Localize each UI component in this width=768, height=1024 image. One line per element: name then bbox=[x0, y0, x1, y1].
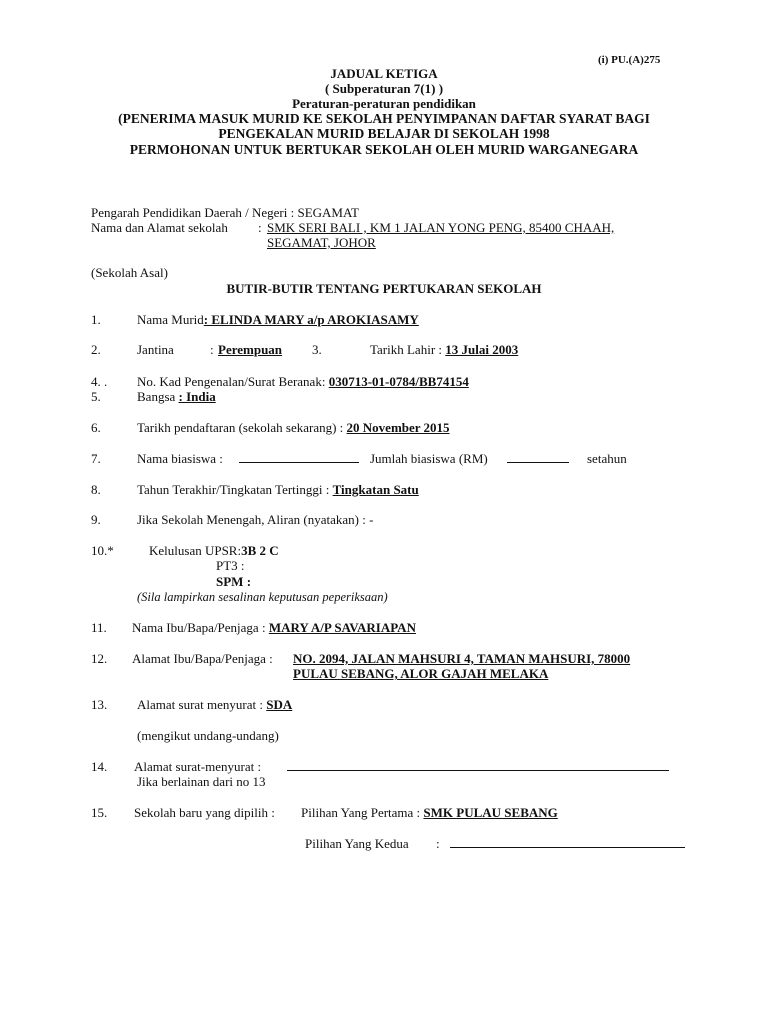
parent-address-line-2: PULAU SEBANG, ALOR GAJAH MELAKA bbox=[293, 666, 549, 681]
parent-address-line-1: NO. 2094, JALAN MAHSURI 4, TAMAN MAHSURI, 78000 bbox=[293, 651, 631, 666]
attach-results-note: (Sila lampirkan sesalinan keputusan peperiksaan) bbox=[137, 590, 388, 604]
gender-label: Jantina bbox=[137, 342, 174, 357]
ic-label: No. Kad Pengenalan/Surat Beranak: bbox=[137, 374, 326, 389]
new-school-label: Sekolah baru yang dipilih : bbox=[134, 805, 275, 820]
scholarship-amount-blank bbox=[507, 451, 569, 463]
director-label: Pengarah Pendidikan Daerah / Negeri bbox=[91, 205, 288, 220]
pt3-label: PT3 : bbox=[216, 558, 245, 573]
director-row bbox=[91, 205, 359, 221]
origin-school-note: (Sekolah Asal) bbox=[91, 265, 168, 280]
item-number: 1. bbox=[91, 312, 101, 327]
race-value: : India bbox=[178, 389, 216, 404]
spm-label: SPM : bbox=[216, 574, 252, 589]
upsr-label: Kelulusan UPSR: bbox=[149, 543, 242, 558]
header-line-3: PERMOHONAN UNTUK BERTUKAR SEKOLAH OLEH MURID WARGANEGARA bbox=[129, 142, 639, 157]
mailing-address-row bbox=[137, 697, 292, 713]
second-choice-sep: : bbox=[436, 836, 440, 851]
last-form-value: Tingkatan Satu bbox=[332, 482, 419, 497]
header-line-1: (PENERIMA MASUK MURID KE SEKOLAH PENYIMPANAN DAFTAR SYARAT BAGI bbox=[118, 111, 650, 126]
item-number: 4. . bbox=[91, 374, 108, 389]
item-number: 9. bbox=[91, 512, 101, 527]
section-title: BUTIR-BUTIR TENTANG PERTUKARAN SEKOLAH bbox=[226, 281, 542, 296]
school-address-line-1: SMK SERI BALI , KM 1 JALAN YONG PENG, 85400 CHAAH, bbox=[267, 220, 615, 235]
exam-results-row bbox=[149, 543, 279, 559]
dob-label: Tarikh Lahir : bbox=[370, 342, 443, 357]
parent-address-label: Alamat Ibu/Bapa/Penjaga : bbox=[132, 651, 273, 666]
race-row bbox=[137, 389, 216, 405]
alt-mailing-address-note: Jika berlainan dari no 13 bbox=[137, 774, 266, 789]
dob-row bbox=[370, 342, 518, 358]
gender-value: Perempuan bbox=[218, 342, 283, 357]
item-number: 14. bbox=[91, 759, 108, 774]
item-number: 13. bbox=[91, 697, 108, 712]
subregulation: ( Subperaturan 7(1) ) bbox=[324, 81, 444, 96]
student-name-label: Nama Murid bbox=[137, 312, 204, 327]
registration-date-value: 20 November 2015 bbox=[346, 420, 450, 435]
gender-sep: : bbox=[210, 342, 214, 357]
item-number: 12. bbox=[91, 651, 108, 666]
director-value: : SEGAMAT bbox=[290, 205, 359, 220]
item-number: 8. bbox=[91, 482, 101, 497]
first-choice-label: Pilihan Yang Pertama : bbox=[301, 805, 421, 820]
alt-mailing-address-label: Alamat surat-menyurat : bbox=[134, 759, 262, 774]
item-number: 15. bbox=[91, 805, 108, 820]
second-choice-blank bbox=[450, 836, 685, 848]
registration-date-label: Tarikh pendaftaran (sekolah sekarang) : bbox=[137, 420, 344, 435]
regulation-name: Peraturan-peraturan pendidikan bbox=[292, 96, 476, 111]
mailing-address-label: Alamat surat menyurat : bbox=[137, 697, 263, 712]
ic-value: 030713-01-0784/BB74154 bbox=[328, 374, 469, 389]
ic-row bbox=[137, 374, 469, 390]
item-number: 11. bbox=[91, 620, 107, 635]
mailing-address-value: SDA bbox=[266, 697, 293, 712]
item-number: 5. bbox=[91, 389, 101, 404]
school-label: Nama dan Alamat sekolah bbox=[91, 220, 228, 235]
header-line-2: PENGEKALAN MURID BELAJAR DI SEKOLAH 1998 bbox=[218, 126, 550, 141]
scholarship-name-blank bbox=[239, 451, 359, 463]
scholarship-amount-label: Jumlah biasiswa (RM) bbox=[370, 451, 488, 466]
race-label: Bangsa bbox=[137, 389, 176, 404]
scholarship-name-label: Nama biasiswa : bbox=[137, 451, 223, 466]
school-sep: : bbox=[258, 220, 262, 235]
item-number: 6. bbox=[91, 420, 101, 435]
reference-code: (i) PU.(A)275 bbox=[598, 54, 661, 66]
item-number: 7. bbox=[91, 451, 101, 466]
dob-value: 13 Julai 2003 bbox=[445, 342, 519, 357]
per-year-label: setahun bbox=[587, 451, 627, 466]
student-name-value: : ELINDA MARY a/p AROKIASAMY bbox=[203, 312, 419, 327]
stream-row bbox=[137, 512, 373, 528]
school-address-line-2: SEGAMAT, JOHOR bbox=[267, 235, 376, 250]
mailing-address-note: (mengikut undang-undang) bbox=[137, 728, 279, 743]
item-number: 3. bbox=[312, 342, 322, 357]
schedule-title: JADUAL KETIGA bbox=[330, 66, 438, 81]
last-form-row bbox=[137, 482, 419, 498]
last-form-label: Tahun Terakhir/Tingkatan Tertinggi : bbox=[137, 482, 330, 497]
stream-value: - bbox=[369, 512, 374, 527]
second-choice-label: Pilihan Yang Kedua bbox=[305, 836, 409, 851]
student-name-row bbox=[137, 312, 419, 328]
stream-label: Jika Sekolah Menengah, Aliran (nyatakan) : bbox=[137, 512, 366, 527]
first-choice-value: SMK PULAU SEBANG bbox=[423, 805, 558, 820]
registration-date-row bbox=[137, 420, 450, 436]
item-number: 2. bbox=[91, 342, 101, 357]
parent-name-row bbox=[132, 620, 416, 636]
parent-name-label: Nama Ibu/Bapa/Penjaga : bbox=[132, 620, 266, 635]
alt-mailing-address-blank bbox=[287, 759, 669, 771]
item-number: 10.* bbox=[91, 543, 114, 558]
parent-name-value: MARY A/P SAVARIAPAN bbox=[268, 620, 416, 635]
first-choice-row bbox=[301, 805, 558, 821]
upsr-value: 3B 2 C bbox=[241, 543, 279, 558]
